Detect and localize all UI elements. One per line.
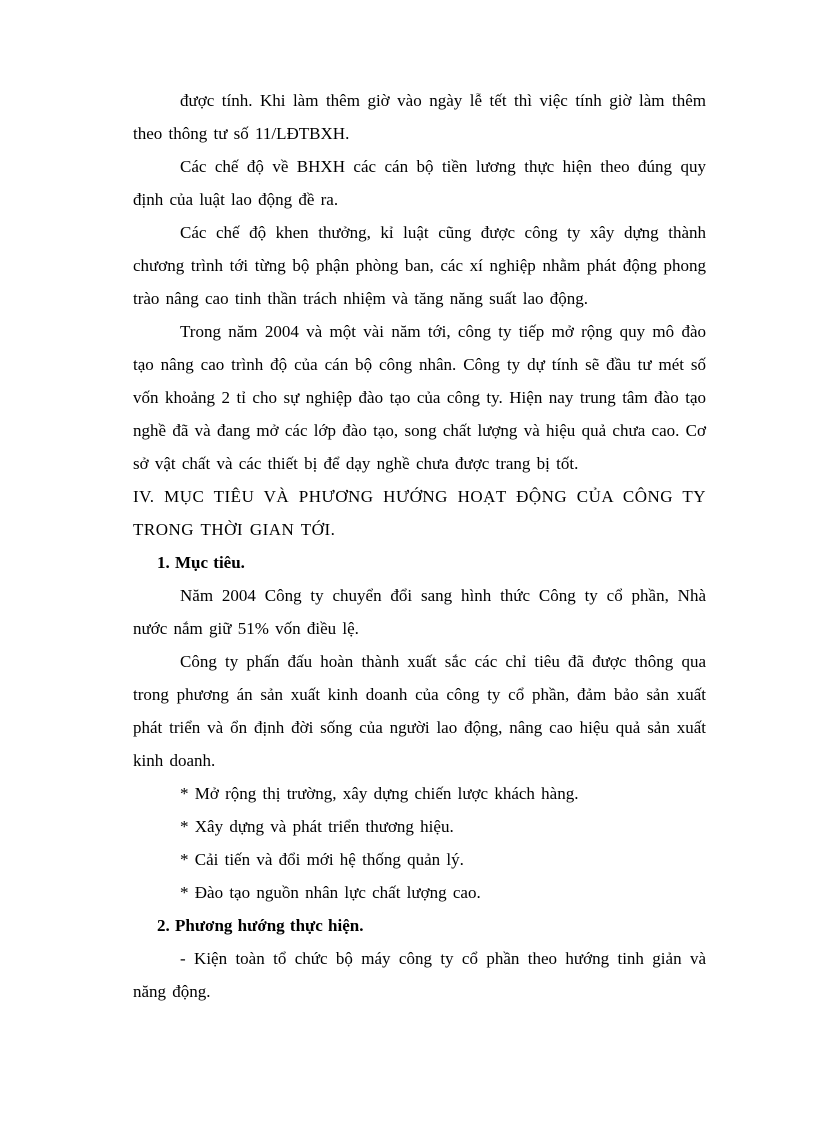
paragraph-kien-toan: - Kiện toàn tổ chức bộ máy công ty cổ phần theo hướng tinh giản và năng động. xyxy=(133,949,706,1001)
bullet-nhan-luc: * Đào tạo nguồn nhân lực chất lượng cao. xyxy=(180,883,481,902)
paragraph-dao-tao: Trong năm 2004 và một vài năm tới, công ty tiếp mở rộng quy mô đào tạo nâng cao trình độ của cán bộ công nhân. Công ty dự tính sẽ đầu tư mét số vốn khoảng 2 tỉ cho sự nghiệp đào tạo của công ty. Hiện nay trung tâm đào tạo nghề đã và đang mở các lớp đào tạo, song chất lượng và hiệu quả chưa cao. Cơ sở vật chất và các thiết bị để dạy nghề chưa được trang bị tốt. xyxy=(133,322,706,473)
paragraph-overtime: được tính. Khi làm thêm giờ vào ngày lễ tết thì việc tính giờ làm thêm theo thông tư số 11/LĐTBXH. xyxy=(133,91,706,143)
paragraph-phan-dau: Công ty phấn đấu hoàn thành xuất sắc các chỉ tiêu đã được thông qua trong phương án sản xuất kinh doanh của công ty cổ phần, đảm bảo sản xuất phát triển và ổn định đời sống của người lao động, nâng cao hiệu quả sản xuất kinh doanh. xyxy=(133,652,706,770)
paragraph-bhxh: Các chế độ về BHXH các cán bộ tiền lương thực hiện theo đúng quy định của luật lao động đề ra. xyxy=(133,157,706,209)
bullet-thuong-hieu: * Xây dựng và phát triển thương hiệu. xyxy=(180,817,454,836)
section-heading-iv: IV. MỤC TIÊU VÀ PHƯƠNG HƯỚNG HOẠT ĐỘNG CỦA CÔNG TY TRONG THỜI GIAN TỚI. xyxy=(133,487,706,539)
paragraph-khen-thuong: Các chế độ khen thưởng, kỉ luật cũng được công ty xây dựng thành chương trình tới từng bộ phận phòng ban, các xí nghiệp nhằm phát động phong trào nâng cao tinh thần trách nhiệm và tăng năng suất lao động. xyxy=(133,223,706,308)
bullet-cai-tien: * Cải tiến và đổi mới hệ thống quản lý. xyxy=(180,850,464,869)
subheading-muc-tieu: 1. Mục tiêu. xyxy=(157,553,245,572)
paragraph-co-phan: Năm 2004 Công ty chuyển đổi sang hình thức Công ty cổ phần, Nhà nước nắm giữ 51% vốn điều lệ. xyxy=(133,586,706,638)
bullet-mo-rong: * Mở rộng thị trường, xây dựng chiến lược khách hàng. xyxy=(180,784,579,803)
subheading-phuong-huong: 2. Phương hướng thực hiện. xyxy=(157,916,364,935)
